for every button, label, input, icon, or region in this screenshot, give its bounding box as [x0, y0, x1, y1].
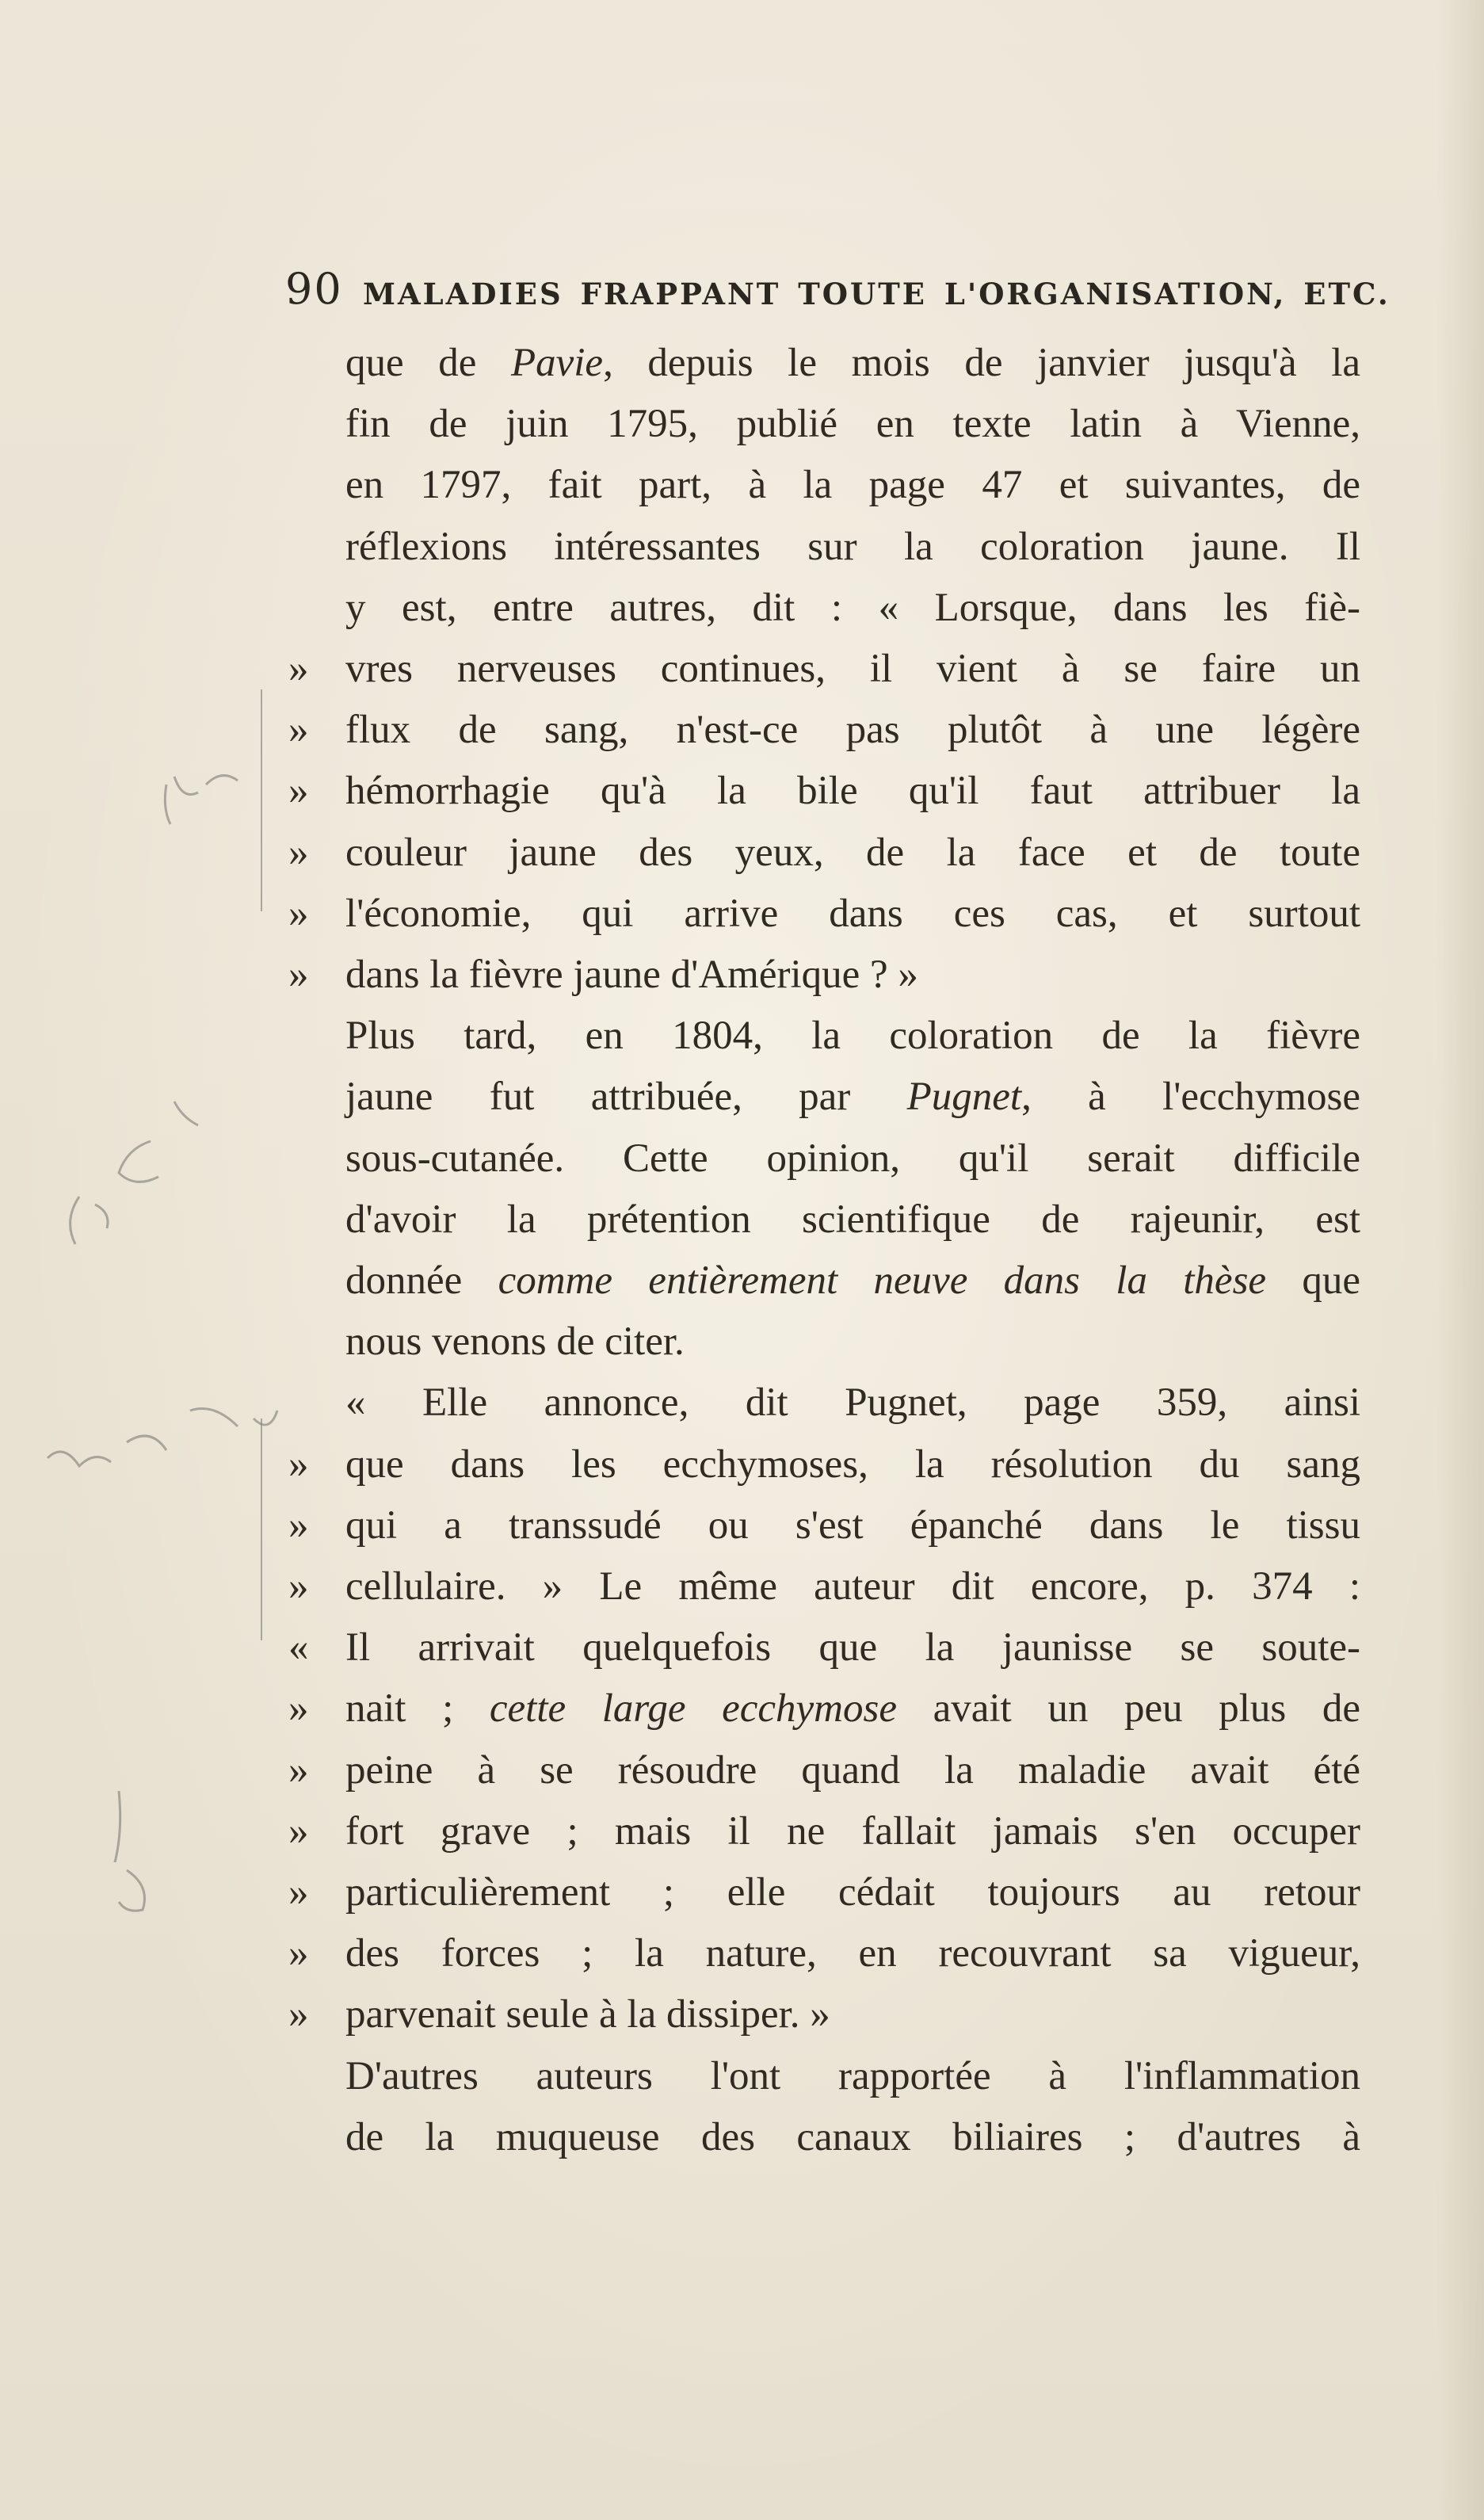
line-text-segment: fin de juin 1795, publié en texte latin à Vienne,	[345, 402, 1360, 447]
line-text-segment: réflexions intéressantes sur la coloration jaune. Il	[345, 524, 1360, 569]
text-line	[288, 761, 1360, 822]
line-text-segment: particulièrement ; elle cédait toujours au retour	[345, 1870, 1360, 1915]
text-line	[345, 1006, 1360, 1067]
quote-mark: »	[288, 769, 309, 814]
italic-segment: Pavie	[510, 341, 604, 385]
page-gutter-shadow	[1436, 0, 1484, 2520]
line-text-segment: fort grave ; mais il ne fallait jamais s'en occuper	[345, 1808, 1360, 1854]
line-text-segment: nous venons de citer.	[345, 1319, 685, 1365]
line-text	[345, 455, 1360, 516]
text-line	[288, 1067, 1360, 1128]
quote-mark: »	[288, 1564, 309, 1609]
line-text	[345, 639, 1360, 700]
line-text-segment: D'autres auteurs l'ont rapportée à l'inflammation	[345, 2053, 1360, 2098]
text-line	[288, 1617, 1360, 1678]
text-line	[288, 1495, 1360, 1556]
line-text	[345, 1250, 1360, 1312]
line-text-segment: que	[1266, 1258, 1360, 1303]
line-text	[345, 1801, 1360, 1862]
line-text	[345, 1678, 1360, 1739]
running-title: MALADIES FRAPPANT TOUTE L'ORGANISATION, ETC.	[363, 277, 1391, 311]
line-text	[345, 517, 1360, 578]
text-line	[288, 1862, 1360, 1923]
line-text-segment: couleur jaune des yeux, de la face et de toute	[345, 830, 1360, 875]
line-text	[345, 1984, 1360, 2045]
line-text-segment: sous-cutanée. Cette opinion, qu'il serait difficile	[345, 1136, 1360, 1181]
line-text-segment: , depuis le mois de janvier jusqu'à la	[603, 341, 1360, 385]
quote-mark: »	[288, 1686, 309, 1732]
pencil-marginalia-1	[151, 761, 269, 848]
italic-segment: Pugnet	[906, 1075, 1022, 1120]
line-text-segment: en 1797, fait part, à la page 47 et suivantes, de	[345, 463, 1360, 508]
quote-mark: «	[288, 1625, 309, 1670]
quote-mark: »	[288, 708, 309, 753]
line-text-segment: hémorrhagie qu'à la bile qu'il faut attribuer la	[345, 769, 1360, 814]
line-text	[345, 945, 1360, 1006]
line-text-segment: l'économie, qui arrive dans ces cas, et surtout	[345, 891, 1360, 936]
text-line	[288, 1678, 1360, 1739]
line-text	[345, 333, 1360, 394]
quote-mark: »	[288, 647, 309, 691]
line-text-segment: , à l'ecchymose	[1021, 1075, 1360, 1120]
line-text	[345, 578, 1360, 639]
text-line	[288, 1740, 1360, 1801]
line-text-segment: d'avoir la prétention scientifique de rajeunir, est	[345, 1197, 1360, 1242]
quote-mark: »	[288, 1747, 309, 1793]
text-line	[288, 823, 1360, 884]
line-text	[345, 1923, 1360, 1984]
text-line	[288, 1923, 1360, 1984]
line-text	[345, 884, 1360, 945]
line-text-segment: des forces ; la nature, en recouvrant sa vigueur,	[345, 1931, 1360, 1976]
line-text-segment: Plus tard, en 1804, la coloration de la fièvre	[345, 1014, 1360, 1059]
quote-mark: »	[288, 830, 309, 875]
line-text	[345, 1067, 1360, 1128]
text-line	[288, 1312, 1360, 1373]
line-text	[345, 1495, 1360, 1556]
text-line	[288, 1189, 1360, 1250]
line-text-segment: qui a transsudé ou s'est épanché dans le tissu	[345, 1502, 1360, 1548]
line-text	[345, 1556, 1360, 1617]
line-text-segment: que dans les ecchymoses, la résolution du sang	[345, 1441, 1360, 1487]
line-text	[345, 1189, 1360, 1250]
quote-mark: »	[288, 1441, 309, 1487]
page-number: 90	[285, 264, 343, 314]
line-text-segment: dans la fièvre jaune d'Amérique ? »	[345, 953, 918, 997]
line-text	[345, 761, 1360, 822]
text-line	[288, 333, 1360, 394]
line-text-segment: jaune fut attribuée, par	[345, 1075, 907, 1120]
quote-mark: »	[288, 891, 309, 936]
text-line	[288, 455, 1360, 516]
line-text	[345, 1617, 1360, 1678]
line-text-segment: nait ;	[345, 1686, 490, 1732]
pencil-bracket-2	[254, 1418, 269, 1640]
text-line	[345, 2046, 1360, 2107]
text-line	[288, 700, 1360, 761]
text-line	[288, 1250, 1360, 1312]
italic-segment: comme entièrement neuve dans la thèse	[498, 1258, 1267, 1303]
quote-mark: »	[288, 953, 309, 997]
quote-mark: »	[288, 1992, 309, 2037]
pencil-marginalia-2	[32, 1086, 238, 1260]
line-text-segment: peine à se résoudre quand la maladie avait été	[345, 1747, 1360, 1793]
italic-segment: cette large ecchymose	[489, 1686, 897, 1732]
line-text	[345, 823, 1360, 884]
text-line	[288, 2107, 1360, 2168]
line-text-segment: donnée	[345, 1258, 498, 1303]
pencil-marginalia-4	[103, 1775, 174, 1926]
line-text-segment: vres nerveuses continues, il vient à se faire un	[345, 647, 1360, 691]
text-line	[288, 1434, 1360, 1495]
line-text-segment: de la muqueuse des canaux biliaires ; d'autres à	[345, 2114, 1360, 2159]
text-line	[288, 1128, 1360, 1189]
line-text-segment: avait un peu plus de	[897, 1686, 1360, 1732]
line-text-segment: flux de sang, n'est-ce pas plutôt à une légère	[345, 708, 1360, 753]
line-text	[345, 1862, 1360, 1923]
line-text	[345, 1434, 1360, 1495]
pencil-bracket-1	[254, 689, 269, 911]
line-text	[345, 394, 1360, 455]
quote-mark: »	[288, 1931, 309, 1976]
quote-mark: »	[288, 1870, 309, 1915]
line-text	[345, 1740, 1360, 1801]
line-text-segment: parvenait seule à la dissiper. »	[345, 1992, 830, 2037]
text-line	[288, 884, 1360, 945]
line-text-segment: « Elle annonce, dit Pugnet, page 359, ainsi	[345, 1380, 1360, 1426]
line-text	[345, 1312, 1360, 1373]
text-line	[345, 1373, 1360, 1434]
text-line	[288, 578, 1360, 639]
line-text	[345, 1128, 1360, 1189]
line-text	[345, 2107, 1360, 2168]
text-line	[288, 945, 1360, 1006]
text-line	[288, 1801, 1360, 1862]
text-line	[288, 1556, 1360, 1617]
text-line	[288, 639, 1360, 700]
text-line	[288, 1984, 1360, 2045]
text-line	[288, 517, 1360, 578]
text-line	[288, 394, 1360, 455]
line-text-segment: cellulaire. » Le même auteur dit encore, p. 374 :	[345, 1564, 1360, 1609]
line-text-segment: que de	[345, 341, 511, 385]
page-header	[285, 262, 1391, 317]
line-text-segment: Il arrivait quelquefois que la jaunisse se soute-	[345, 1625, 1360, 1670]
quote-mark: »	[288, 1808, 309, 1854]
line-text-segment: y est, entre autres, dit : « Lorsque, dans les fiè-	[345, 585, 1360, 630]
quote-mark: »	[288, 1502, 309, 1548]
line-text	[345, 700, 1360, 761]
